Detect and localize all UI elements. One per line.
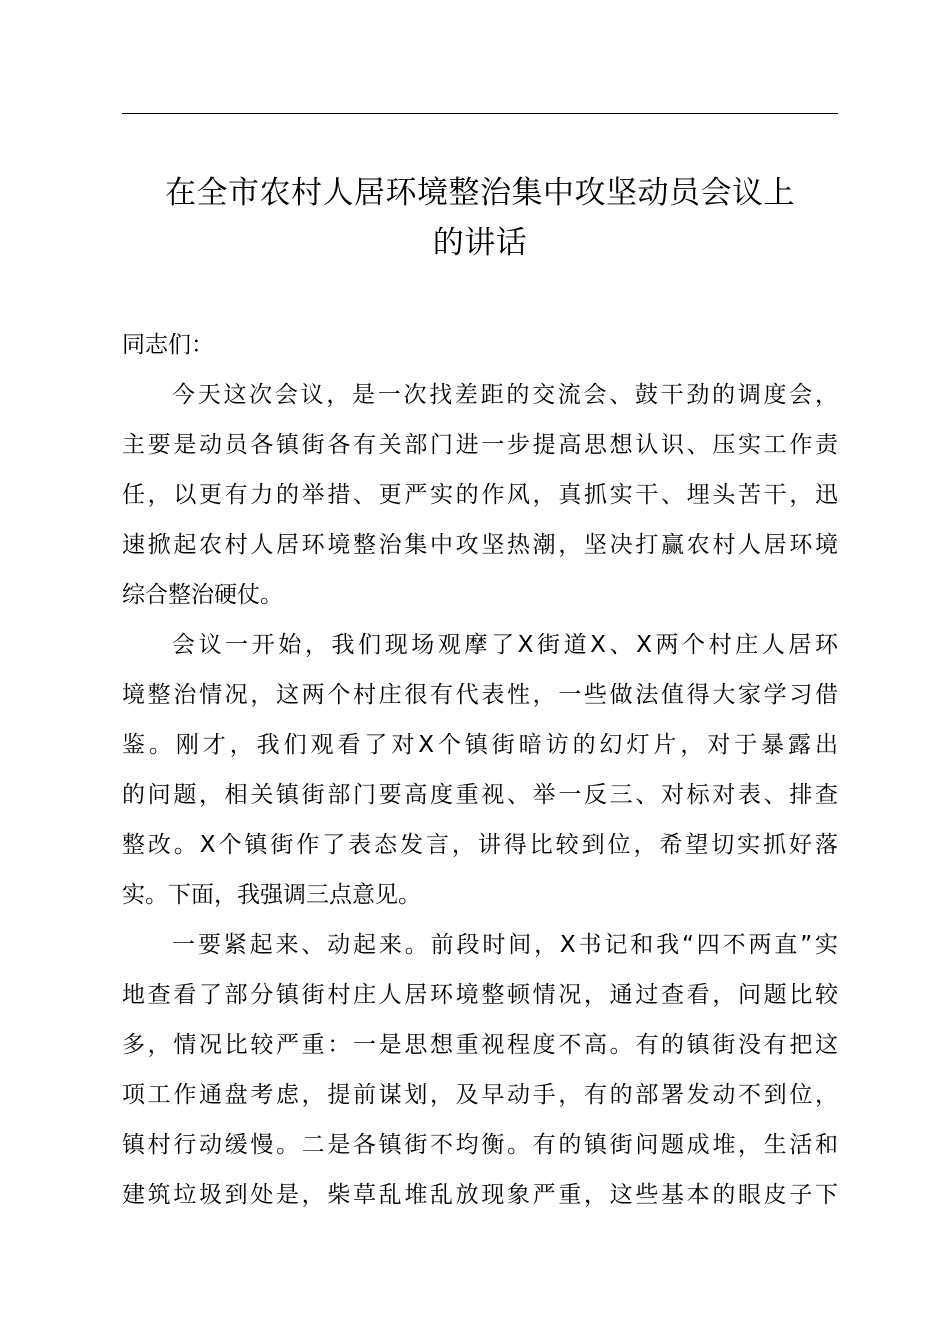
salutation: 同志们： [122,332,214,358]
text-line: 项工作通盘考虑，提前谋划，及早动手，有的部署发动不到位， [122,1082,838,1108]
text-line: 一要紧起来、动起来。前段时间，X书记和我“四不两直”实 [172,932,838,958]
text-line: 综合整治硬仗。 [122,582,283,608]
text-line: 地查看了部分镇街村庄人居环境整顿情况，通过查看，问题比较 [122,982,838,1008]
paragraph-3 [122,920,838,1220]
text-line: 境整治情况，这两个村庄很有代表性，一些做法值得大家学习借 [122,682,838,708]
text-line: 多，情况比较严重：一是思想重视程度不高。有的镇街没有把这 [122,1032,838,1058]
text-line: 今天这次会议，是一次找差距的交流会、鼓干劲的调度会， [172,382,838,408]
text-line: 的问题，相关镇街部门要高度重视、举一反三、对标对表、排查 [122,782,838,808]
text-line: 鉴。刚才，我们观看了对X个镇街暗访的幻灯片，对于暴露出 [122,732,838,758]
header-divider [122,113,838,114]
text-line: 建筑垃圾到处是，柴草乱堆乱放现象严重，这些基本的眼皮子下 [122,1182,838,1208]
paragraph-2 [122,620,838,920]
title-line: 在全市农村人居环境整治集中攻坚动员会议上 [165,175,795,211]
text-line: 会议一开始，我们现场观摩了X街道X、X两个村庄人居环 [172,632,838,658]
document-title [122,168,838,268]
text-line: 任，以更有力的举措、更严实的作风，真抓实干、埋头苦干，迅 [122,482,838,508]
text-line: 镇村行动缓慢。二是各镇街不均衡。有的镇街问题成堆，生活和 [122,1132,838,1158]
paragraph-1 [122,370,838,620]
title-line: 的讲话 [432,225,528,261]
text-line: 速掀起农村人居环境整治集中攻坚热潮，坚决打赢农村人居环境 [122,532,838,558]
document-body [122,320,838,1220]
text-line: 主要是动员各镇街各有关部门进一步提高思想认识、压实工作责 [122,432,838,458]
text-line: 整改。X个镇街作了表态发言，讲得比较到位，希望切实抓好落 [122,832,838,858]
text-line: 实。下面，我强调三点意见。 [122,882,421,908]
